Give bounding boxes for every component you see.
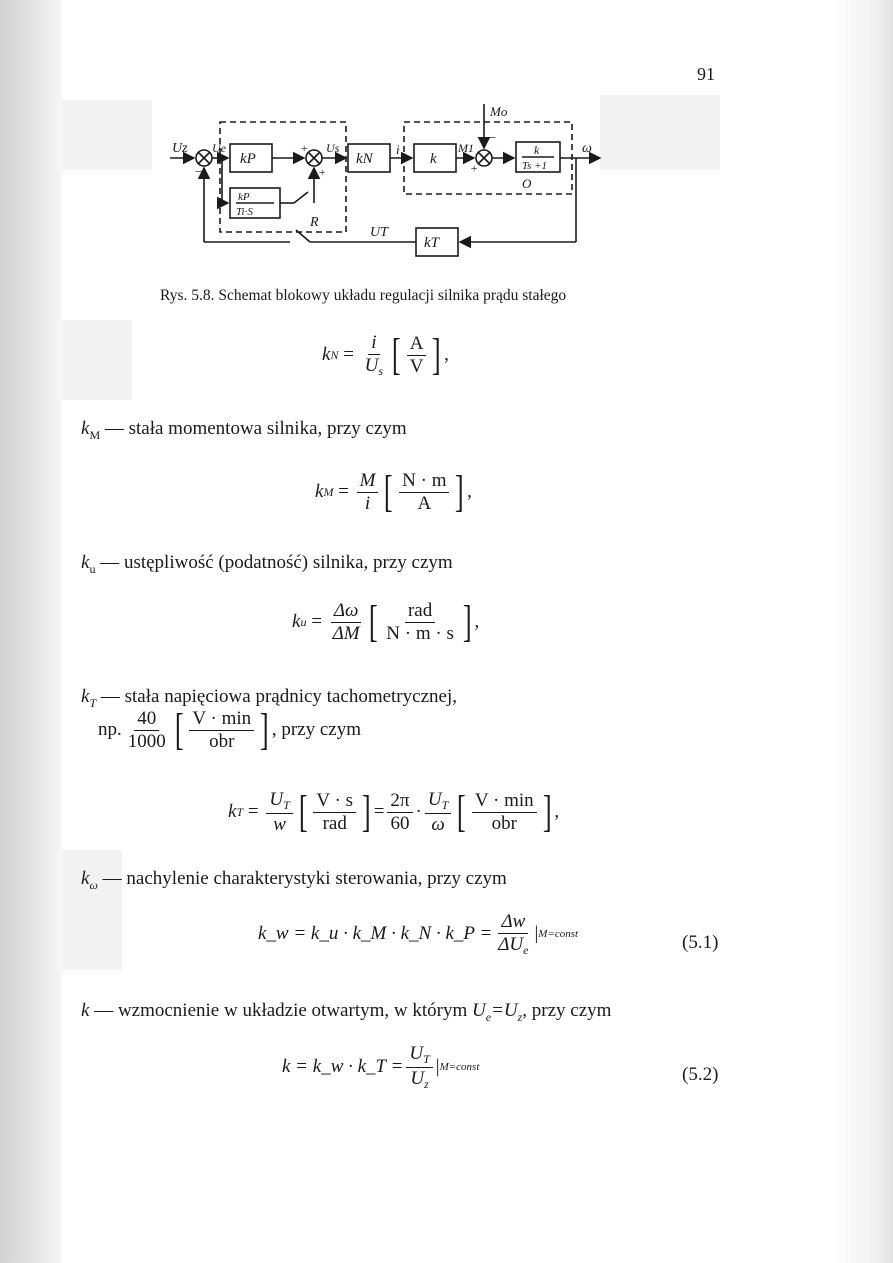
- kt-unit-1: $\frac{V \cdot s}{\text{rad}}$: [313, 791, 356, 834]
- comma: ,: [467, 481, 472, 502]
- kw-definition: [81, 868, 507, 893]
- equation-5-2: [282, 1044, 479, 1090]
- kt-description: — stała napięciowa prądnicy tachometrycznej,: [100, 686, 457, 707]
- k-description: — wzmocnienie w układzie otwartym, w którym: [94, 1000, 468, 1021]
- example-tail: , przy czym: [271, 719, 361, 740]
- comma: ,: [444, 344, 449, 366]
- label-mo: Mo: [490, 104, 508, 119]
- equation-number-5-2: (5.2): [682, 1064, 719, 1085]
- bracket: [: [298, 787, 308, 837]
- kt-formula: [228, 787, 560, 837]
- kt-symbol: k: [81, 686, 90, 707]
- ku-fraction: $\frac{\Delta\omega}{\Delta M}$: [332, 599, 360, 644]
- comma: ,: [554, 801, 560, 823]
- ku-unit: $\frac{\text{rad}}{N \cdot m \cdot s}$: [386, 599, 454, 644]
- plant-num-label: k: [534, 143, 540, 157]
- km-fraction: $\frac{M}{i}$: [357, 471, 379, 514]
- k-condition-sub: e: [485, 1009, 492, 1024]
- k-tail: , przy czym: [522, 1000, 612, 1021]
- kw-sub: ω: [89, 877, 98, 892]
- kt-sub: T: [89, 695, 97, 710]
- kn-unit: $\frac{A}{V}$: [407, 334, 427, 377]
- minus-sign: −: [488, 130, 497, 145]
- eq51-fraction: $\frac{\Delta w}{\Delta U_e}$: [498, 911, 529, 957]
- eq51-condition: M=const: [538, 928, 579, 941]
- show-through: [600, 95, 720, 170]
- equals-sign: =: [338, 344, 359, 366]
- kt-example-unit: $\frac{V \cdot \min}{\text{obr}}$: [189, 709, 254, 752]
- label-o: O: [522, 176, 532, 191]
- evaluation-bar: |: [534, 923, 539, 945]
- eq52-fraction: $\frac{U_T}{U_z}$: [406, 1044, 432, 1090]
- bracket: ]: [542, 787, 552, 837]
- equation-5-1: [258, 912, 578, 957]
- kp-label: kP: [240, 151, 256, 167]
- equals-sign: =: [333, 481, 354, 502]
- label-ut: UT: [370, 225, 388, 240]
- equals-sign: =: [373, 801, 385, 823]
- k-condition-sub2: z: [517, 1009, 523, 1024]
- bracket: [: [392, 330, 401, 380]
- ku-symbol: k: [81, 552, 90, 573]
- label-uz: Uz: [172, 141, 188, 156]
- ku-lhs: k: [292, 611, 301, 632]
- kt-fraction-2: $\frac{2\pi}{60}$: [387, 791, 412, 834]
- evaluation-bar: |: [435, 1056, 440, 1078]
- ku-definition: [81, 552, 453, 577]
- scan-right-edge: [833, 0, 893, 1263]
- ku-description: — ustępliwość (podatność) silnika, przy czym: [100, 552, 453, 573]
- equals-sign: =: [306, 611, 327, 632]
- km-definition: [81, 418, 407, 443]
- plus-sign: +: [470, 161, 479, 175]
- km-symbol: k: [81, 418, 90, 439]
- kt-unit-2: $\frac{V \cdot \min}{\text{obr}}$: [472, 791, 537, 834]
- kt-fraction-3: $\frac{U_T}{\omega}$: [425, 790, 451, 835]
- kn-lhs: k: [322, 344, 331, 366]
- kn-formula: [322, 330, 449, 380]
- kt-lhs-sub: T: [236, 804, 244, 819]
- kt-lhs: k: [228, 801, 237, 823]
- label-us: Us: [326, 141, 340, 155]
- kn-label: kN: [356, 151, 373, 167]
- plus-sign: +: [300, 141, 309, 155]
- km-formula: [315, 467, 472, 516]
- bracket: ]: [432, 330, 442, 380]
- bracket: [: [457, 787, 466, 837]
- kt-example-fraction: $\frac{40}{1000}$: [127, 707, 166, 752]
- label-omega: ω: [582, 141, 592, 156]
- bracket: ]: [260, 705, 269, 754]
- km-unit: $\frac{N \cdot m}{A}$: [399, 471, 449, 514]
- kw-symbol: k: [81, 868, 90, 889]
- km-lhs-sub: M: [323, 484, 334, 499]
- bracket: ]: [462, 597, 472, 646]
- eq52-condition: M=const: [439, 1061, 480, 1074]
- ku-lhs-sub: u: [300, 614, 307, 629]
- k-label: k: [430, 151, 437, 167]
- ki-den-label: Ti·S: [236, 206, 253, 218]
- kw-description: — nachylenie charakterystyki sterowania, przy czym: [102, 868, 507, 889]
- show-through: [62, 100, 152, 170]
- bracket: [: [384, 467, 394, 516]
- kn-fraction: $\frac{i}{U_s}$: [364, 332, 384, 378]
- figure-caption: Rys. 5.8. Schemat blokowy układu regulacji silnika prądu stałego: [160, 287, 567, 304]
- kt-label: kT: [424, 235, 439, 251]
- label-r: R: [310, 215, 319, 230]
- k-condition-rhs: =U: [491, 1000, 518, 1021]
- scan-left-edge: [0, 0, 62, 1263]
- ki-num-label: kP: [238, 191, 250, 203]
- k-symbol: k: [81, 1000, 90, 1021]
- kt-example: [98, 705, 361, 754]
- label-i: i: [396, 142, 400, 157]
- equals-sign: =: [243, 801, 264, 823]
- show-through: [62, 320, 132, 400]
- comma: ,: [474, 611, 480, 632]
- ku-sub: u: [89, 561, 96, 576]
- kt-fraction-1: $\frac{U_T}{w}$: [266, 790, 292, 835]
- ku-formula: [292, 597, 480, 646]
- example-prefix: np.: [98, 719, 122, 740]
- kn-lhs-sub: N: [330, 347, 339, 362]
- dot-operator: ·: [415, 801, 422, 823]
- plant-den-label: Ts +1: [522, 160, 548, 172]
- eq51-body: k_w = k_u · k_M · k_N · k_P =: [258, 923, 493, 945]
- km-lhs: k: [315, 481, 324, 502]
- bracket: [: [368, 597, 378, 646]
- plus-sign: +: [318, 165, 327, 179]
- k-definition: [81, 1000, 611, 1025]
- km-description: — stała momentowa silnika, przy czym: [104, 418, 407, 439]
- minus-sign: −: [194, 164, 203, 179]
- label-m1: M1: [458, 141, 474, 155]
- k-condition-lhs: U: [471, 1000, 486, 1021]
- equation-number-5-1: (5.1): [682, 932, 719, 953]
- km-sub: M: [89, 427, 101, 442]
- label-ue: Ue: [212, 141, 226, 155]
- block-diagram: [170, 96, 610, 268]
- eq52-body: k = k_w · k_T =: [282, 1056, 404, 1078]
- bracket: ]: [361, 787, 371, 837]
- bracket: [: [174, 705, 184, 754]
- bracket: ]: [455, 467, 465, 516]
- page-number: 91: [697, 64, 715, 84]
